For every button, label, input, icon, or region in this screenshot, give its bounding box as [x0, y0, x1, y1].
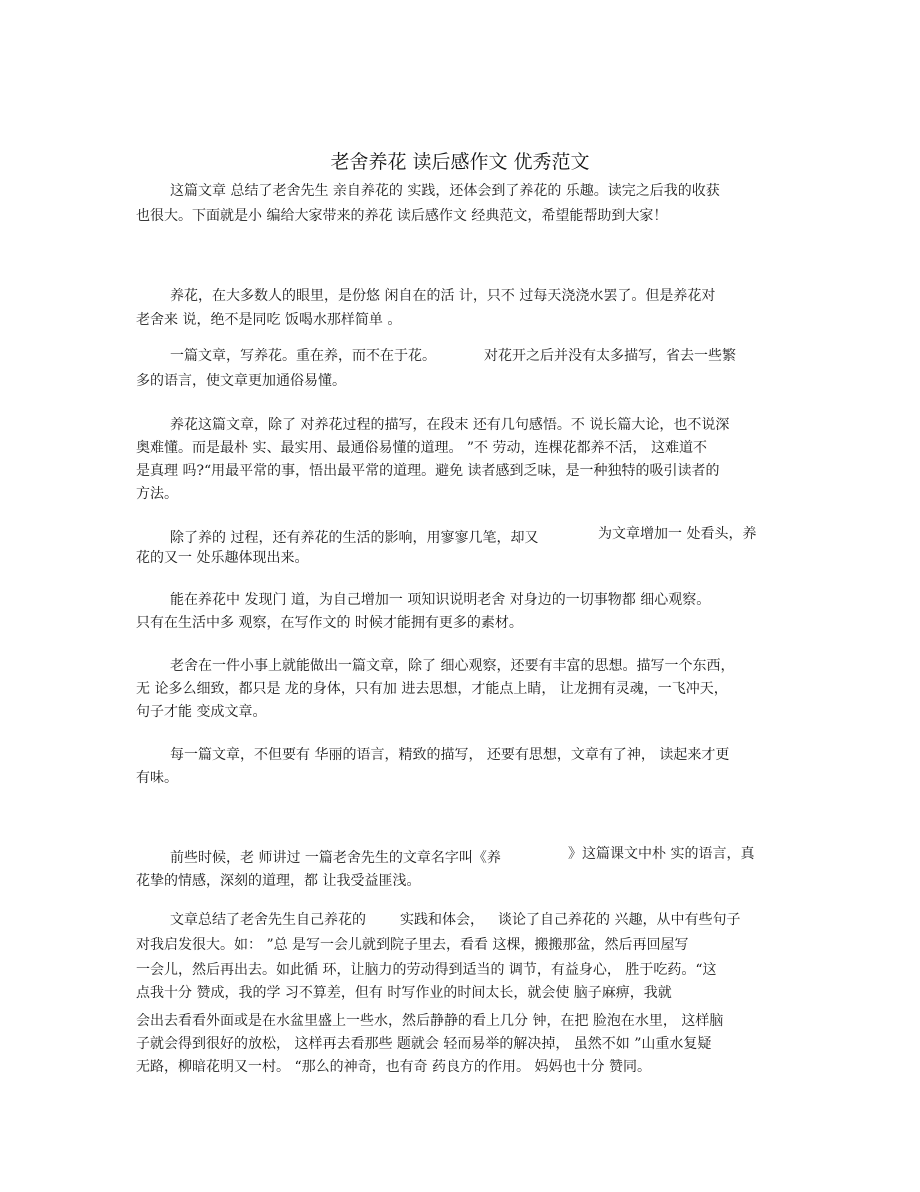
paragraph-line: 老舍在一件小事上就能做出一篇文章，除了 细心观察，还要有丰富的思想。描写一个东西，: [170, 658, 735, 674]
document-title: 老舍养花 读后感作文 优秀范文: [330, 151, 590, 173]
paragraph-line: 点我十分 赞成，我的学 习不算差，但有 时写作业的时间太长，就会使 脑子麻痹，我就: [136, 985, 672, 1001]
paragraph-line: 实践和体会，: [400, 912, 484, 928]
paragraph-line: 方法。: [136, 486, 178, 502]
paragraph-line: 无 论多么细致，都只是 龙的身体，只有加 进去思想，才能点上睛， 让龙拥有灵魂，一飞冲天，: [136, 681, 728, 697]
paragraph-line: 只有在生活中多 观察，在写作文的 时候才能拥有更多的素材。: [136, 615, 523, 631]
paragraph-line: 一会儿，然后再出去。如此循 环，让脑力的劳动得到适当的 调节，有益身心， 胜于吃药。“这: [136, 962, 717, 978]
paragraph-line: 有味。: [136, 770, 178, 786]
paragraph-line: 句子才能 变成文章。: [136, 704, 267, 720]
paragraph-line: 能在养花中 发现门 道，为自己增加一 项知识说明老舍 对身边的一切事物都 细心观察。: [170, 592, 711, 608]
paragraph-line: 养花这篇文章，除了 对养花过程的描写，在段末 还有几句感悟。不 说长篇大论，也不说深: [170, 417, 730, 433]
paragraph-line: 老舍来 说，绝不是同吃 饭喝水那样简单 。: [136, 312, 402, 328]
paragraph-line: 养花，在大多数人的眼里，是份悠 闲自在的活 计，只不 过每天浇浇水罢了。但是养花对: [170, 288, 716, 304]
paragraph-line: 奥难懂。而是最朴 实、最实用、最通俗易懂的道理。 ”不 劳动，连棵花都养不活， 这难道不: [136, 440, 707, 456]
paragraph-line: 也很大。下面就是小 编给大家带来的养花 读后感作文 经典范文，希望能帮助到大家！: [136, 208, 668, 224]
paragraph-line: 这篇文章 总结了老舍先生 亲自养花的 实践，还体会到了养花的 乐趣。读完之后我的收获: [170, 183, 720, 199]
paragraph-line: 文章总结了老舍先生自己养花的: [170, 912, 366, 928]
paragraph-line: 子就会得到很好的放松， 这样再去看那些 题就会 轻而易举的解决掉， 虽然不如 ”山重水复疑: [136, 1036, 712, 1052]
paragraph-line: 对花开之后并没有太多描写，省去一些繁: [484, 348, 736, 364]
paragraph-line: 对我启发很大。如： ”总 是写一会儿就到院子里去，看看 这棵，搬搬那盆，然后再回屋写: [136, 937, 689, 953]
paragraph-line: 花的又一 处乐趣体现出来。: [136, 550, 309, 566]
paragraph-line: 除了养的 过程，还有养花的生活的影响，用寥寥几笔，却又: [170, 530, 539, 546]
paragraph-line: 会出去看看外面或是在水盆里盛上一些水，然后静静的看上几分 钟，在把 脸泡在水里， 这样脑: [136, 1013, 724, 1029]
paragraph-line: 每一篇文章，不但要有 华丽的语言，精致的描写， 还要有思想，文章有了神， 读起来才更: [170, 747, 730, 763]
paragraph-line: 一篇文章，写养花。重在养，而不在于花。: [170, 348, 436, 364]
paragraph-line: 多的语言，使文章更加通俗易懂。: [136, 373, 346, 389]
paragraph-line: 花挚的情感，深刻的道理，都 让我受益匪浅。: [136, 873, 421, 889]
paragraph-line: 谈论了自己养花的 兴趣，从中有些句子: [498, 912, 741, 928]
paragraph-line: 是真理 吗?“用最平常的事，悟出最平常的道理。避免 读者感到乏味，是一种独特的吸引读者的: [136, 463, 720, 479]
paragraph-line: 前些时候，老 师讲过 一篇老舍先生的文章名字叫《养: [170, 850, 501, 866]
paragraph-line: 》这篇课文中朴 实的语言，真: [568, 846, 755, 862]
paragraph-line: 无路，柳暗花明又一村。 “那么的神奇，也有奇 药良方的作用。 妈妈也十分 赞同。: [136, 1059, 651, 1075]
paragraph-line: 为文章增加一 处看头，养: [598, 526, 757, 542]
